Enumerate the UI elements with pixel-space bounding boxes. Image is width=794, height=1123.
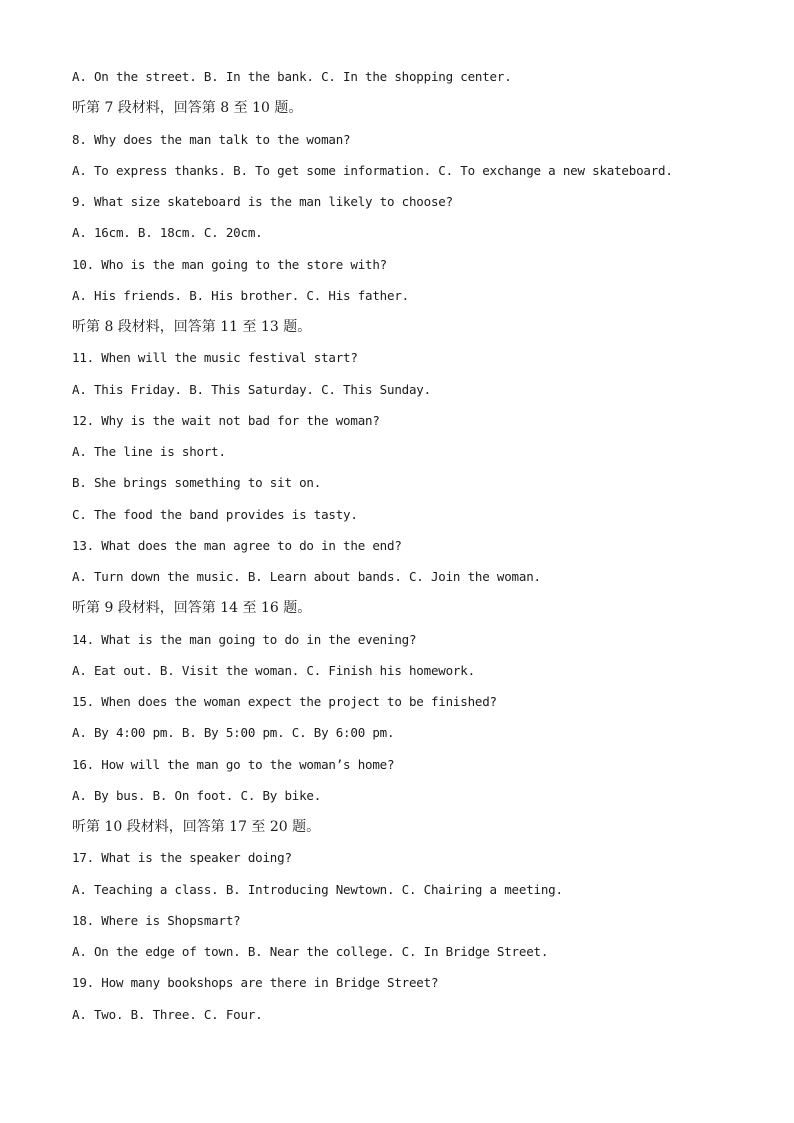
question-line: 13. What does the man agree to do in the end? <box>72 537 402 553</box>
question-line: 17. What is the speaker doing? <box>72 850 292 866</box>
question-line: 16. How will the man go to the woman’s home? <box>72 756 395 772</box>
question-line: 14. What is the man going to do in the evening? <box>72 631 417 647</box>
question-line: 12. Why is the wait not bad for the woman? <box>72 412 380 428</box>
options-line: C. The food the band provides is tasty. <box>72 506 358 522</box>
question-line: 9. What size skateboard is the man likely to choose? <box>72 194 453 209</box>
question-line: 18. Where is Shopsmart? <box>72 912 241 928</box>
section-heading: 听第 10 段材料，回答第 17 至 20 题。 <box>72 819 321 835</box>
options-line: A. The line is short. <box>72 444 226 459</box>
options-line: A. By 4:00 pm. B. By 5:00 pm. C. By 6:00 pm. <box>72 725 395 741</box>
options-line: A. Turn down the music. B. Learn about bands. C. Join the woman. <box>72 569 541 584</box>
options-line: A. By bus. B. On foot. C. By bike. <box>72 787 322 803</box>
section-heading: 听第 8 段材料，回答第 11 至 13 题。 <box>72 319 312 335</box>
options-line: A. To express thanks. B. To get some information. C. To exchange a new skateboard. <box>72 162 673 178</box>
question-line: 19. How many bookshops are there in Bridge Street? <box>72 975 439 991</box>
question-line: 8. Why does the man talk to the woman? <box>72 131 351 147</box>
options-line: A. This Friday. B. This Saturday. C. This Sunday. <box>72 381 431 397</box>
section-heading: 听第 9 段材料，回答第 14 至 16 题。 <box>72 600 312 617</box>
question-line: 10. Who is the man going to the store with? <box>72 256 388 272</box>
options-line: A. Eat out. B. Visit the woman. C. Finish his homework. <box>72 662 475 678</box>
exam-page <box>72 66 772 1035</box>
options-line: A. Teaching a class. B. Introducing Newtown. C. Chairing a meeting. <box>72 881 563 897</box>
options-line: A. Two. B. Three. C. Four. <box>72 1006 263 1022</box>
options-line: B. She brings something to sit on. <box>72 475 322 491</box>
section-heading: 听第 7 段材料，回答第 8 至 10 题。 <box>72 100 303 117</box>
options-line: A. His friends. B. His brother. C. His father. <box>72 287 409 303</box>
question-line: 11. When will the music festival start? <box>72 350 358 366</box>
question-line: 15. When does the woman expect the project to be finished? <box>72 694 497 709</box>
options-line: A. 16cm. B. 18cm. C. 20cm. <box>72 225 263 241</box>
options-line: A. On the edge of town. B. Near the college. C. In Bridge Street. <box>72 944 549 959</box>
options-line: A. On the street. B. In the bank. C. In the shopping center. <box>72 69 512 84</box>
